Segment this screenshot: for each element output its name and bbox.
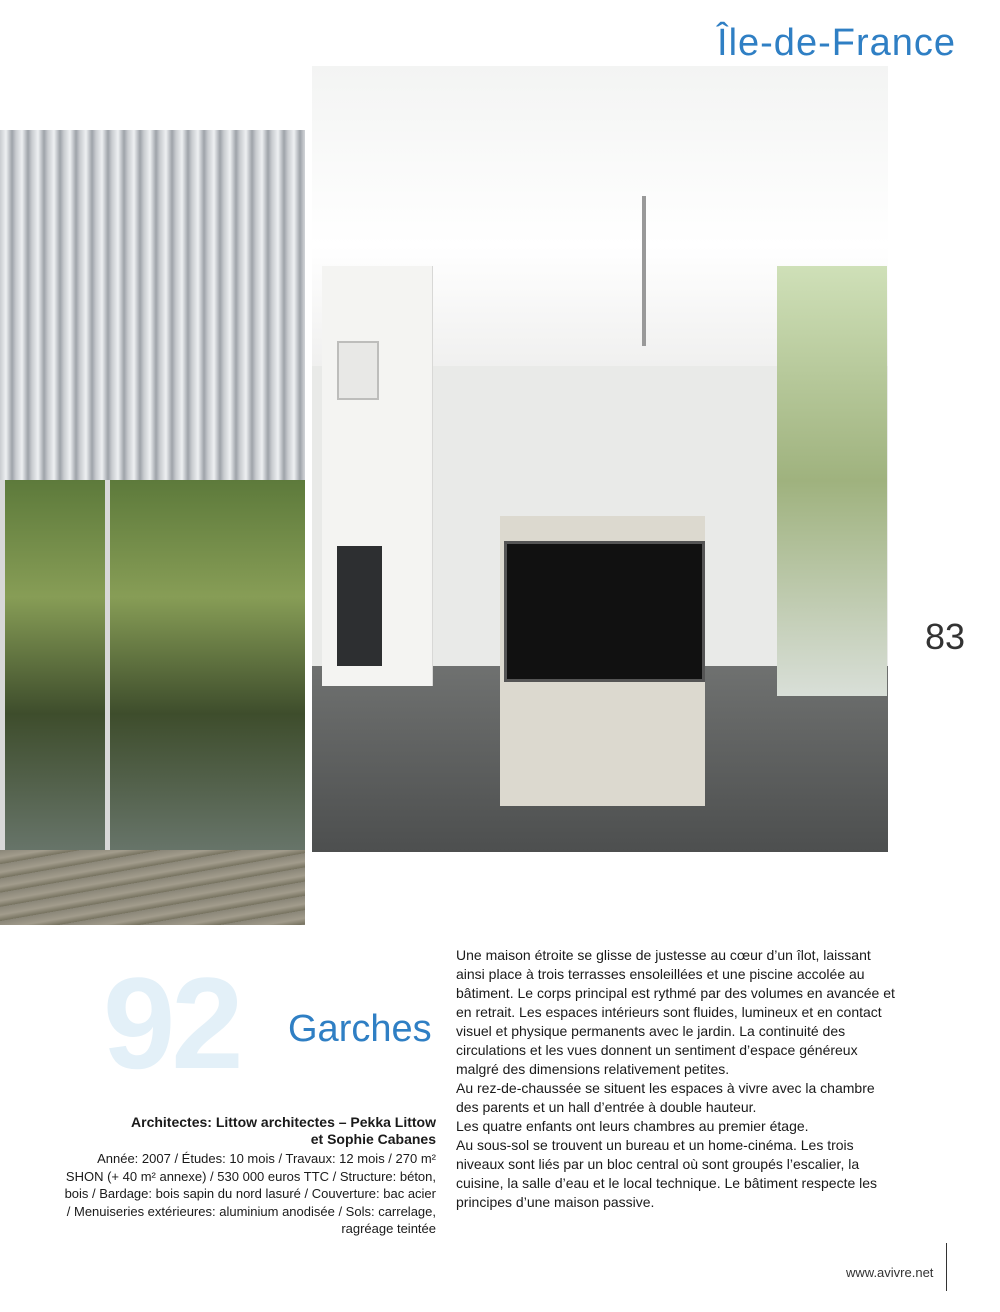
paragraph: Une maison étroite se glisse de justesse au cœur d’un îlot, laissant ainsi place à trois terrasses ensoleillées et une piscine accolée au bâtiment. Le corps principal est rythmé par des volumes en avancée et en retrait. Les espaces intérieurs sont fluides, lumineux et en contact visuel et physique permanents avec le jardin. La continuité des circulations et les vues donnent un sentiment d’espace généreux malgré des dimensions relativement petites. (456, 947, 895, 1077)
wood-deck (0, 850, 305, 925)
window-mullion (105, 480, 110, 860)
architects-credit (60, 1114, 436, 1148)
footer-rule (946, 1243, 947, 1291)
window-mullion (0, 480, 5, 860)
architects-line: Architectes: Littow architectes – Pekka Littow (131, 1114, 436, 1130)
garden-window (777, 266, 887, 696)
television (504, 541, 705, 682)
page-number: 83 (925, 616, 966, 657)
kitchen-interior-photo (312, 66, 888, 852)
footer-url[interactable]: www.avivre.net (846, 1265, 934, 1280)
microwave (337, 341, 379, 400)
pendant-lamp (642, 196, 646, 346)
department-number: 92 (103, 950, 240, 1096)
city-name: Garches (288, 1008, 432, 1050)
paragraph: Au rez-de-chaussée se situent les espaces à vivre avec la chambre des parents et un hall d’entrée à double hauteur. (456, 1080, 875, 1115)
paragraph: Les quatre enfants ont leurs chambres au premier étage. (456, 1118, 809, 1134)
region-title: Île-de-France (717, 22, 956, 64)
exterior-facade-photo (0, 130, 305, 925)
paragraph: Au sous-sol se trouvent un bureau et un home-cinéma. Les trois niveaux sont liés par un bloc central où sont groupés l’escalier, la cuisine, la salle d’eau et le local technique. Le bâtiment respecte les principes d’une maison passive. (456, 1137, 878, 1210)
oven (337, 546, 382, 666)
article-body (456, 946, 896, 1212)
architects-line: et Sophie Cabanes (310, 1131, 436, 1147)
glass-wall-reflection (0, 480, 305, 870)
project-details: Année: 2007 / Études: 10 mois / Travaux: 12 mois / 270 m² SHON (+ 40 m² annexe) / 530 000 euros TTC / Structure: béton, bois / Bardage: bois sapin du nord lasuré / Couverture: bac acier / Menuiseries extérieures: aluminium anodisée / Sols: carrelage, ragréage teintée (64, 1151, 436, 1236)
metal-cladding (0, 130, 305, 480)
